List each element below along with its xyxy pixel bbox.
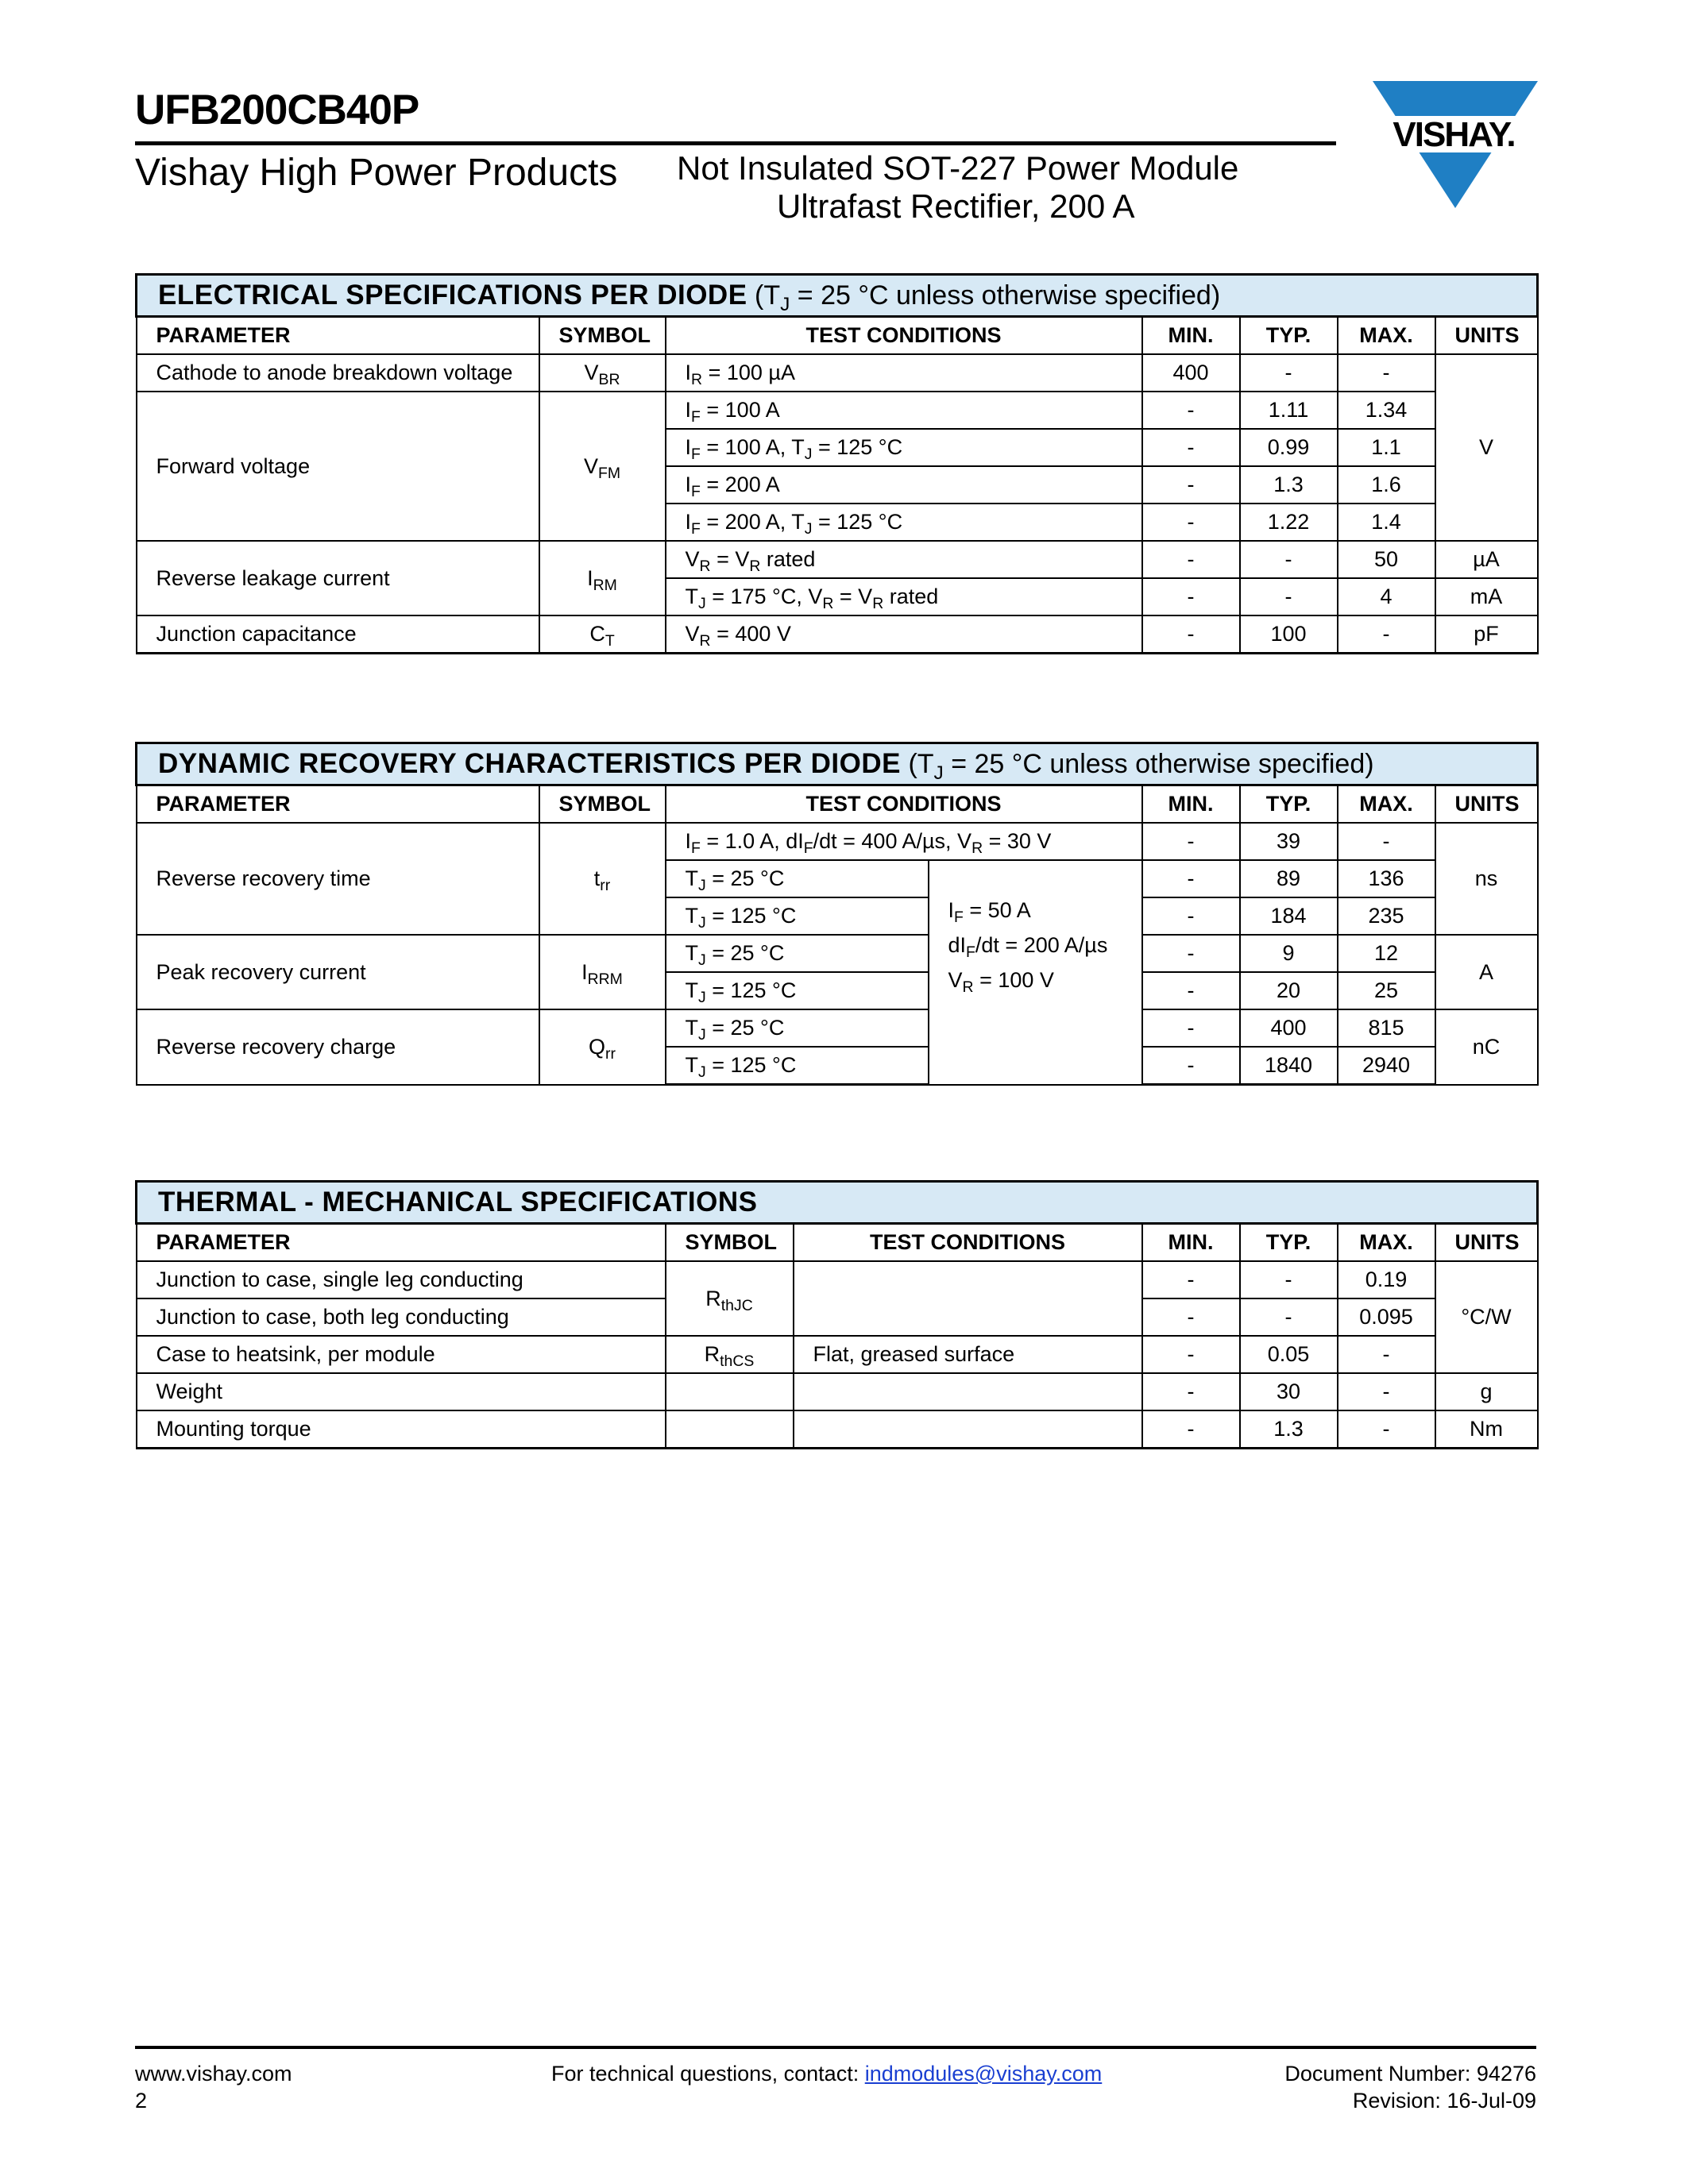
page-number: 2 [135, 2089, 148, 2113]
table-row: Junction to case, single leg conducting $R_{thJC}$ - - 0.19 °C/W [137, 1261, 1538, 1298]
table-title: THERMAL - MECHANICAL SPECIFICATIONS [137, 1182, 1538, 1224]
revision-date: Revision: 16-Jul-09 [1352, 2089, 1536, 2113]
footer-rule [135, 2046, 1536, 2049]
table-title: ELECTRICAL SPECIFICATIONS PER DIODE ($T_J = 25$ °C unless otherwise specified) [137, 275, 1538, 317]
table-row: Cathode to anode breakdown voltage $V_{BR}$ $I_R = 100$ µA 400 - - V [137, 354, 1538, 392]
product-subtitle-line1: Not Insulated SOT-227 Power Module [677, 149, 1239, 187]
table-title-note: ($T_J = 25$ °C unless otherwise specified) [908, 749, 1374, 784]
table-row: $T_J = 175$ °C, $V_R = V_R$ rated - - 4 mA [137, 578, 1538, 615]
table-row: $T_J = 25$ °C $I_F = 50$ A $dI_F/dt = 200$ A/µs $V_R = 100$ V - 89 136 [137, 860, 1538, 897]
header-rule [135, 141, 1336, 145]
table-row: Peak recovery current $I_{RRM}$ $T_J = 25$ °C - 9 12 A [137, 935, 1538, 972]
shared-test-conditions: $I_F = 50$ A $dI_F/dt = 200$ A/µs $V_R = 100$ V [929, 860, 1142, 1085]
table-row: Forward voltage $V_{FM}$ $I_F = 100$ A - 1.11 1.34 [137, 392, 1538, 429]
table-row: $I_F = 200$ A, $T_J = 125$ °C - 1.22 1.4 [137, 504, 1538, 541]
table-row: Weight - 30 - g [137, 1373, 1538, 1410]
column-header-row: PARAMETER SYMBOL TEST CONDITIONS MIN. TYP. MAX. UNITS [137, 785, 1538, 824]
table-row: Junction capacitance $C_T$ $V_R = 400$ V - 100 - pF [137, 615, 1538, 654]
table-row: $I_F = 200$ A - 1.3 1.6 [137, 466, 1538, 504]
table-row: Mounting torque - 1.3 - Nm [137, 1410, 1538, 1449]
table-row: $I_F = 100$ A, $T_J = 125$ °C - 0.99 1.1 [137, 429, 1538, 466]
table-row: Reverse leakage current $I_{RM}$ $V_R = V_R$ rated - - 50 µA [137, 541, 1538, 578]
thermal-mechanical-table [135, 1180, 1539, 1449]
document-number: Document Number: 94276 [1284, 2062, 1536, 2086]
table-row: Reverse recovery charge $Q_{rr}$ $T_J = 25$ °C - 400 815 nC [137, 1009, 1538, 1047]
table-row: $T_J = 125$ °C - 20 25 [137, 972, 1538, 1009]
column-header-row: PARAMETER SYMBOL TEST CONDITIONS MIN. TYP. MAX. UNITS [137, 317, 1538, 355]
contact-email-link[interactable]: indmodules@vishay.com [864, 2062, 1103, 2086]
table-row: $T_J = 125$ °C - 184 235 [137, 897, 1538, 935]
product-subtitle-line2: Ultrafast Rectifier, 200 A [777, 187, 1135, 225]
table-row: Case to heatsink, per module $R_{thCS}$ Flat, greased surface - 0.05 - [137, 1336, 1538, 1373]
electrical-spec-table [135, 273, 1539, 654]
table-row: $T_J = 125$ °C - 1840 2940 [137, 1047, 1538, 1085]
vishay-logo [1371, 76, 1539, 213]
table-row: Junction to case, both leg conducting - - 0.095 [137, 1298, 1538, 1336]
dynamic-recovery-table [135, 742, 1539, 1086]
table-row: Reverse recovery time $t_{rr}$ $I_F = 1.0$ A, $dI_F/dt = 400$ A/µs, $V_R = 30$ V - 39 - ns [137, 823, 1538, 860]
contact-label: For technical questions, contact: [551, 2062, 859, 2086]
division-name: Vishay High Power Products [135, 152, 618, 194]
logo-text: VISHAY. [1393, 115, 1515, 154]
table-title-note: ($T_J = 25$ °C unless otherwise specified) [755, 280, 1221, 315]
footer-website[interactable]: www.vishay.com [135, 2062, 292, 2086]
table-title: DYNAMIC RECOVERY CHARACTERISTICS PER DIODE ($T_J = 25$ °C unless otherwise specified) [137, 743, 1538, 785]
part-number: UFB200CB40P [135, 87, 419, 133]
column-header-row: PARAMETER SYMBOL TEST CONDITIONS MIN. TYP. MAX. UNITS [137, 1224, 1538, 1262]
footer-contact [551, 2062, 1102, 2086]
